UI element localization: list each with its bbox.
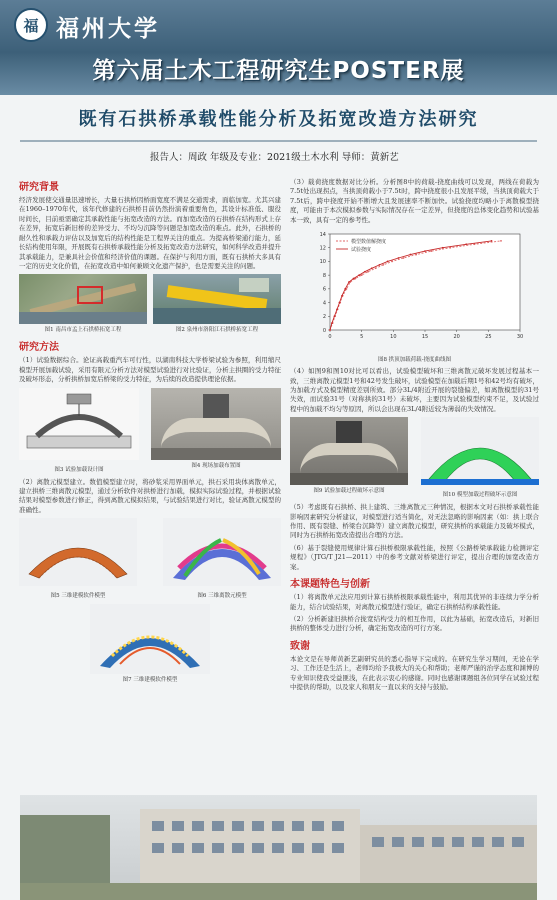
- fig6-caption: 图6 三维离散元模型: [197, 593, 247, 600]
- logo-glyph: 福: [23, 16, 39, 35]
- fig1-caption: 图1 南昌市孟上石拱桥拓宽工程: [44, 327, 122, 334]
- data-point: [410, 254, 412, 256]
- fig8-caption: 图8 拱顶加载荷载-挠度曲线图: [377, 357, 452, 364]
- data-point: [364, 271, 366, 273]
- data-point: [398, 257, 400, 259]
- data-point: [465, 243, 467, 245]
- result-5-text: （5）考虑既有石拱桥、拱上建筑、三维离散元三种情况，根据本文对石拱桥承载性能影响因素研究分析建议，对模型进行适当简化，对无法忽略的影响因素（如：拱上联合作用、既有裂缝、桥梁台沉降等）建立离散元模型，研究拱桥的承载能力及破坏模式，同时为石拱桥拓宽改造提出合理的方法。: [290, 503, 539, 540]
- method-2-text: （2）离散元模型建立。数值模型建立时，将砂浆采用界面单元，拱石采用块体离散单元，建立拱桥三维离散元模型，通过分析软件对拱桥进行加载，模拟实际试验过程，并根据试验结果对模型参数进行修正，得到离散元模拟结果，与试验结果进行对比，验证离散元模型的准确性。: [19, 477, 281, 514]
- fig3-drawing: [19, 388, 139, 460]
- fig3-caption: 图3 试验加载设计图: [54, 466, 104, 473]
- fig6-model: [163, 518, 281, 586]
- fig9-photo: [290, 417, 408, 485]
- fig5-model: [19, 518, 137, 586]
- data-point: [331, 322, 333, 324]
- data-point: [329, 329, 331, 331]
- y-tick-label: 4: [322, 300, 326, 307]
- fig5-caption: 图5 三维建模软件模型: [50, 593, 106, 600]
- title-divider: [20, 140, 537, 142]
- left-column: [19, 178, 281, 687]
- data-point: [348, 281, 350, 283]
- x-tick-label: 5: [360, 334, 364, 341]
- header-banner: [0, 0, 557, 95]
- fig2-photo: [153, 274, 281, 324]
- data-point: [334, 315, 336, 317]
- data-point: [353, 278, 355, 280]
- data-point: [358, 274, 360, 276]
- acknowledgement-text: 本论文是在导师黄新艺副研究员的悉心指导下完成的。在研究生学习期间，无论在学习、工作还是生活上，老师均给予我极大的关心和帮助；老师严谨的治学态度和渊博的专业知识使我受益匪浅，在此表示衷心的感谢。同时也感谢课题组各位同学在试验过程中提供的帮助，以及家人和朋友一直以来的支持与鼓励。: [290, 654, 539, 692]
- section-heading-acknowledgement: 致谢: [290, 640, 310, 652]
- poster-title: 既有石拱桥承载性能分析及拓宽改造方法研究: [78, 109, 479, 130]
- feature-1-text: （1）将离散单元法应用到计算石拱桥极限承载性能中，利用其优异的非连续力学分析能力，结合试验结果，对离散元模型进行验证，确定石拱桥结构承载性能。: [290, 593, 539, 611]
- result-3-text: （3）载荷挠度数据对比分析。分析图8中的荷载-挠度曲线可以发现，两线在荷载为7.5t处出现拐点，当拱顶荷载小于7.5t时，跨中挠度很小且发展平缓，当拱顶荷载大于7.5t后，跨中挠度开始不断增大且发展速率不断加快。试验挠度均略小于离散模型挠度，可能由于本次模拟参数与实际情况存在一定差异，但挠度的总体变化趋势和试验基本一致，具有一定的参考性。: [290, 178, 539, 224]
- data-point: [344, 288, 346, 290]
- section-heading-background: 研究背景: [19, 182, 59, 193]
- data-point: [379, 264, 381, 266]
- data-point: [403, 257, 405, 259]
- university-logo: [14, 8, 48, 42]
- x-tick-label: 30: [516, 334, 524, 341]
- university-name: 福州大学: [56, 15, 160, 42]
- x-tick-label: 20: [453, 334, 460, 341]
- method-1-text: （1）试验数据综合。论证高载重汽车可行性，以湖南科技大学桥梁试验为参照，利用缩尺模型开展加载试验，采用有限元分析方法对模型试验进行对比验证，分析主拱圈的受力特征及破坏形态，分析拱桥加宽后桥梁的受力特征，为后续的改造提供理论依据。: [19, 356, 281, 384]
- fig10-model: [421, 417, 539, 485]
- fig4-caption: 图4 现场加载布置图: [191, 462, 241, 469]
- background-text: 经济发展使交通量迅速增长，大量石拱桥因桥面宽度不满足交通需求，面临加宽。尤其兴建在1960–1970年代，该年代修建的石拱桥目前仍然扮演着重要角色，其设计标准低、服役时间长，目前亟需确定其承载性能与拓宽改造的方法。而加宽改造的石拱桥在结构形式上存在差异，拓宽后新旧桥的差异受力、不均匀沉降等问题是加宽改造的难点。此外，石拱桥的耐久性和承载力评估以及加宽后的结构性能是工程界关注的重点。为提高桥梁通行能力，延长结构使用年限，开展既有石拱桥承载性能分析及拓宽改造方法研究，如何科学改造并提升其承载能力，是兼具社会价值和经济价值的课题。在保护与利用方面，既有石拱桥大多具有一定的历史文化价值，在拓宽改造中如何兼顾文化遗产保护，也是需要关注的问题。: [19, 196, 281, 270]
- fig1-photo: [19, 274, 147, 324]
- data-point: [491, 240, 493, 242]
- data-point: [500, 240, 502, 242]
- y-tick-label: 14: [319, 231, 326, 238]
- result-4-text: （4）如图9和图10对比可以看出，试验模型破坏和三维离散元破坏发展过程基本一致，三维离散元模型1号和42号发生破坏，试验模型在加载后期1号和42号均有破坏，为加载方式及模型精度差别所致。部分3L/4附近开展的裂缝偏差，如离散模型的31号失效，而试验31号（对称拱的31号）未破坏，主要因为试验模型约束不足，及试验过程中的加载不均匀等原因，所以会出现在3L/4附近较为薄弱的失效情况。: [290, 367, 539, 413]
- y-tick-label: 0: [322, 327, 326, 334]
- campus-building-photo: [20, 795, 537, 900]
- data-point: [361, 274, 363, 276]
- data-point: [430, 250, 432, 252]
- y-tick-label: 2: [322, 314, 326, 321]
- y-tick-label: 10: [319, 259, 326, 266]
- result-6-text: （6）基于裂缝使用规律计算石拱桥极限承载性能，按照《公路桥梁承载能力检测评定规程》（JTG/T J21—2011）中的参考文献对桥梁进行评定，提出合理的加宽改造方案。: [290, 543, 539, 571]
- x-tick-label: 15: [421, 334, 429, 341]
- x-tick-label: 25: [485, 334, 492, 341]
- x-tick-label: 10: [390, 334, 397, 341]
- data-point: [371, 267, 373, 269]
- data-point: [375, 267, 377, 269]
- x-tick-label: 0: [328, 334, 332, 341]
- legend-label: 模型数值解挠度: [351, 238, 387, 245]
- data-point: [339, 302, 341, 304]
- data-point: [391, 261, 393, 263]
- data-point: [336, 309, 338, 311]
- data-point: [367, 271, 369, 273]
- fig7-model: [90, 604, 210, 674]
- data-point: [387, 261, 389, 263]
- fig2-caption: 图2 泉州市洛阳江石拱桥拓宽工程: [175, 327, 259, 334]
- data-point: [341, 295, 343, 297]
- section-heading-features: 本课题特色与创新: [290, 579, 370, 591]
- data-point: [382, 264, 384, 266]
- fig10-caption: 图10 模型加载过程破坏示意图: [442, 492, 518, 499]
- y-tick-label: 12: [319, 245, 326, 252]
- fig8-load-deflection-chart: [290, 228, 539, 350]
- data-point: [424, 250, 426, 252]
- fig9-caption: 图9 试验加载过程破坏示意图: [313, 488, 385, 495]
- feature-2-text: （2）分析新建旧拱桥合拢宽结构受力的相互作用，以此为基础，拓宽改造后，对新旧拱桥的整体受力进行分析，确定拓宽改造的可行方案。: [290, 615, 539, 633]
- data-point: [442, 247, 444, 249]
- data-point: [415, 254, 417, 256]
- legend-label: 试验挠度: [351, 246, 372, 253]
- reporter-line: 报告人：周政 年级及专业：2021级土木水利 导师：黄新艺: [150, 152, 399, 163]
- section-heading-methods: 研究方法: [19, 342, 59, 354]
- fig4-photo: [151, 388, 281, 460]
- fig7-caption: 图7 三维建模软件模型: [122, 677, 178, 684]
- y-tick-label: 8: [322, 273, 326, 280]
- right-column: [290, 178, 539, 696]
- exhibition-banner: 第六届土木工程研究生POSTER展: [92, 58, 465, 84]
- y-tick-label: 6: [322, 286, 326, 293]
